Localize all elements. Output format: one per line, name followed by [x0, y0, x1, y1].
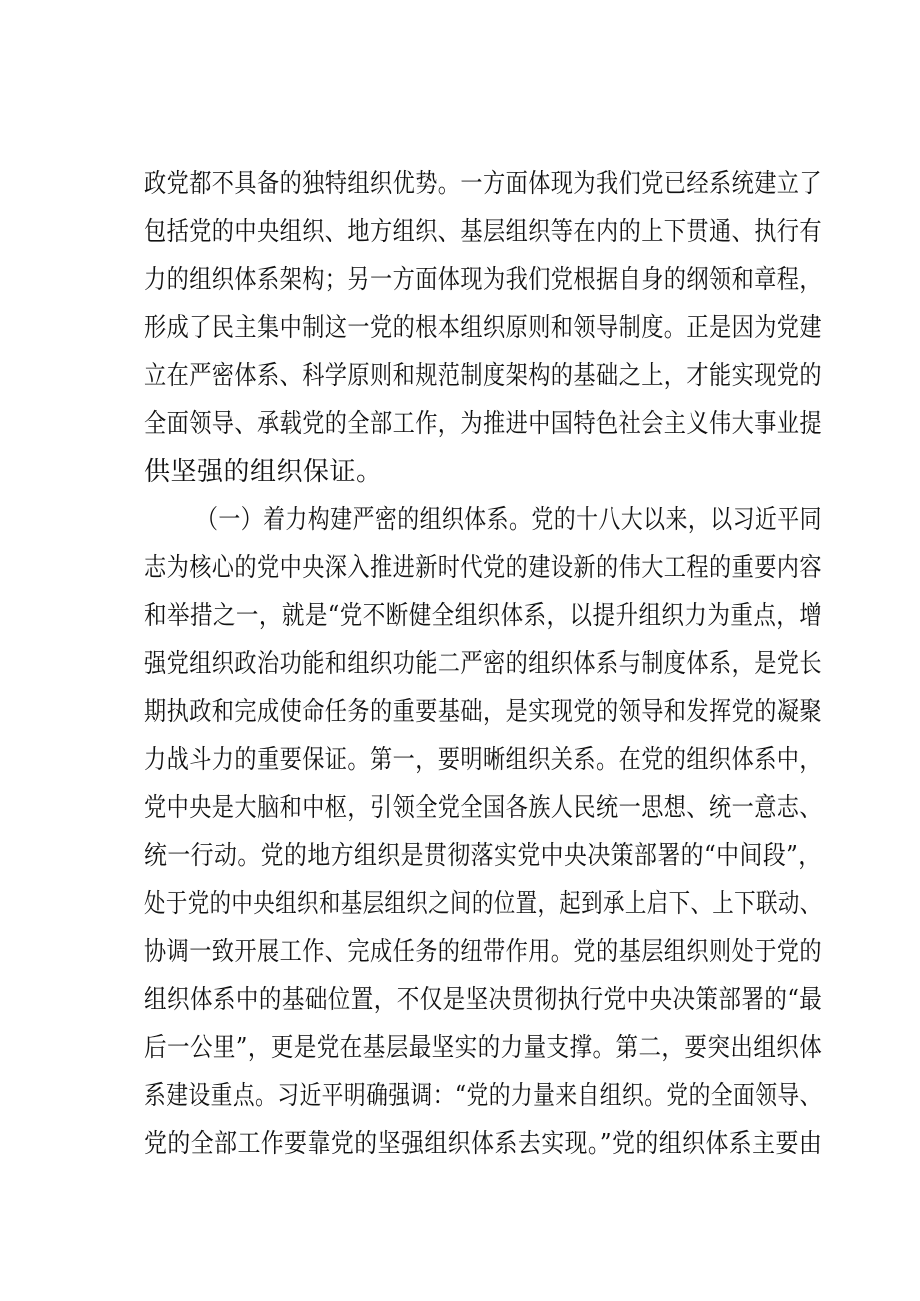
text-line: 政党都不具备的独特组织优势。一方面体现为我们党已经系统建立了 — [144, 169, 823, 199]
text-line: 供坚强的组织保证。 — [144, 457, 383, 487]
text-line: 力战斗力的重要保证。第一，要明晰组织关系。在党的组织体系中， — [144, 745, 823, 775]
text-line: 力的组织体系架构；另一方面体现为我们党根据自身的纲领和章程， — [144, 265, 823, 295]
text-line: 统一行动。党的地方组织是贯彻落实党中央决策部署的“中间段”， — [144, 841, 822, 871]
text-line: 党的全部工作要靠党的坚强组织体系去实现。”党的组织体系主要由 — [144, 1129, 823, 1159]
text-line: 处于党的中央组织和基层组织之间的位置，起到承上启下、上下联动、 — [144, 889, 822, 919]
text-line: 志为核心的党中央深入推进新时代党的建设新的伟大工程的重要内容 — [144, 553, 823, 583]
text-line: 全面领导、承载党的全部工作，为推进中国特色社会主义伟大事业提 — [144, 409, 823, 439]
text-line: 形成了民主集中制这一党的根本组织原则和领导制度。正是因为党建 — [144, 313, 823, 343]
text-line: 立在严密体系、科学原则和规范制度架构的基础之上，才能实现党的 — [144, 361, 823, 391]
text-line: 和举措之一，就是“党不断健全组织体系，以提升组织力为重点，增 — [144, 601, 823, 631]
text-line: 强党组织政治功能和组织功能二严密的组织体系与制度体系，是党长 — [144, 649, 823, 679]
text-line: 后一公里”，更是党在基层最坚实的力量支撑。第二，要突出组织体 — [144, 1033, 823, 1063]
section-heading-line: （一）着力构建严密的组织体系。党的十八大以来，以习近平同 — [196, 505, 823, 535]
text-line: 组织体系中的基础位置，不仅是坚决贯彻执行党中央决策部署的“最 — [144, 985, 823, 1015]
text-line: 党中央是大脑和中枢，引领全党全国各族人民统一思想、统一意志、 — [144, 793, 823, 823]
text-line: 协调一致开展工作、完成任务的纽带作用。党的基层组织则处于党的 — [144, 937, 823, 967]
text-line: 系建设重点。习近平明确强调：“党的力量来自组织。党的全面领导、 — [144, 1081, 822, 1111]
text-line: 期执政和完成使命任务的重要基础，是实现党的领导和发挥党的凝聚 — [144, 697, 823, 727]
text-line: 包括党的中央组织、地方组织、基层组织等在内的上下贯通、执行有 — [144, 217, 823, 247]
